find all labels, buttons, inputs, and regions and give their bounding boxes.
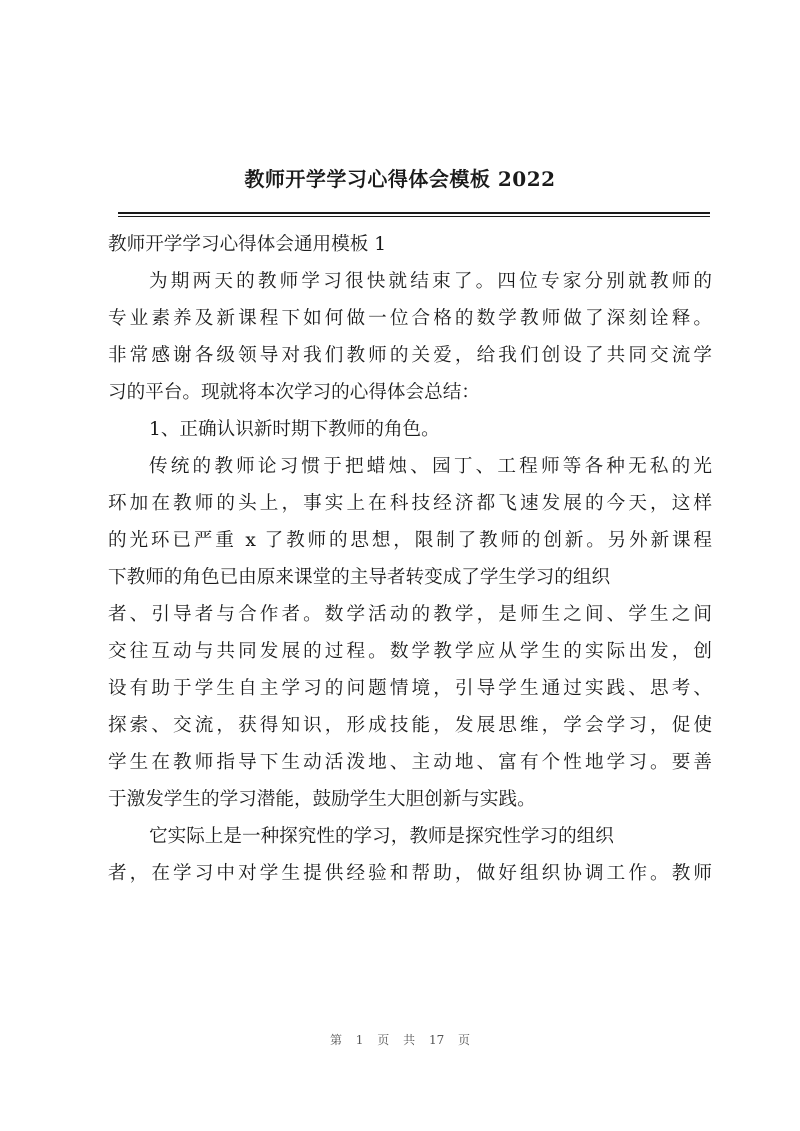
title-rule-thick <box>118 212 710 214</box>
paragraph-line: 者、引导者与合作者。数学活动的教学，是师生之间、学生之间 <box>108 604 712 625</box>
document-body <box>108 226 712 892</box>
paragraph-line: 它实际上是一种探究性的学习，教师是探究性学习的组织 <box>149 826 614 847</box>
footer-total-label: 共 <box>403 1033 416 1047</box>
paragraph-line: 为期两天的教师学习很快就结束了。四位专家分别就教师的 <box>149 271 712 292</box>
paragraph-line: 习的平台。现就将本次学习的心得体会总结： <box>108 382 480 403</box>
footer-page-suffix: 页 <box>377 1033 390 1047</box>
paragraph-line: 下教师的角色已由原来课堂的主导者转变成了学生学习的组织 <box>108 567 611 588</box>
paragraph-line: 者，在学习中对学生提供经验和帮助，做好组织协调工作。教师 <box>108 863 712 884</box>
footer-page-label: 第 <box>329 1033 342 1047</box>
paragraph-line: 学生在教师指导下生动活泼地、主动地、富有个性地学习。要善 <box>108 752 712 773</box>
numbered-heading: 1、正确认识新时期下教师的角色。 <box>149 419 440 440</box>
paragraph-line: 于激发学生的学习潜能，鼓励学生大胆创新与实践。 <box>108 789 536 810</box>
paragraph-line: 设有助于学生自主学习的问题情境，引导学生通过实践、思考、 <box>108 678 712 699</box>
paragraph-line: 非常感谢各级领导对我们教师的关爱，给我们创设了共同交流学 <box>108 345 712 366</box>
section-heading: 教师开学学习心得体会通用模板 1 <box>108 234 387 255</box>
paragraph-line: 专业素养及新课程下如何做一位合格的数学教师做了深刻诠释。 <box>108 308 712 329</box>
footer-total-suffix: 页 <box>458 1033 471 1047</box>
footer-total-pages: 17 <box>428 1033 445 1047</box>
document-title: 教师开学学习心得体会模板 2022 <box>244 167 556 191</box>
paragraph-line: 的光环已严重 x 了教师的思想，限制了教师的创新。另外新课程 <box>108 530 712 551</box>
footer-page-number: 1 <box>355 1033 364 1047</box>
paragraph-line: 探索、交流，获得知识，形成技能，发展思维，学会学习，促使 <box>108 715 712 736</box>
page-footer <box>0 1031 800 1048</box>
paragraph-line: 环加在教师的头上，事实上在科技经济都飞速发展的今天，这样 <box>108 493 712 514</box>
paragraph-line: 传统的教师论习惯于把蜡烛、园丁、工程师等各种无私的光 <box>149 456 712 477</box>
paragraph-line: 交往互动与共同发展的过程。数学教学应从学生的实际出发，创 <box>108 641 712 662</box>
title-rule-thin <box>118 216 710 217</box>
